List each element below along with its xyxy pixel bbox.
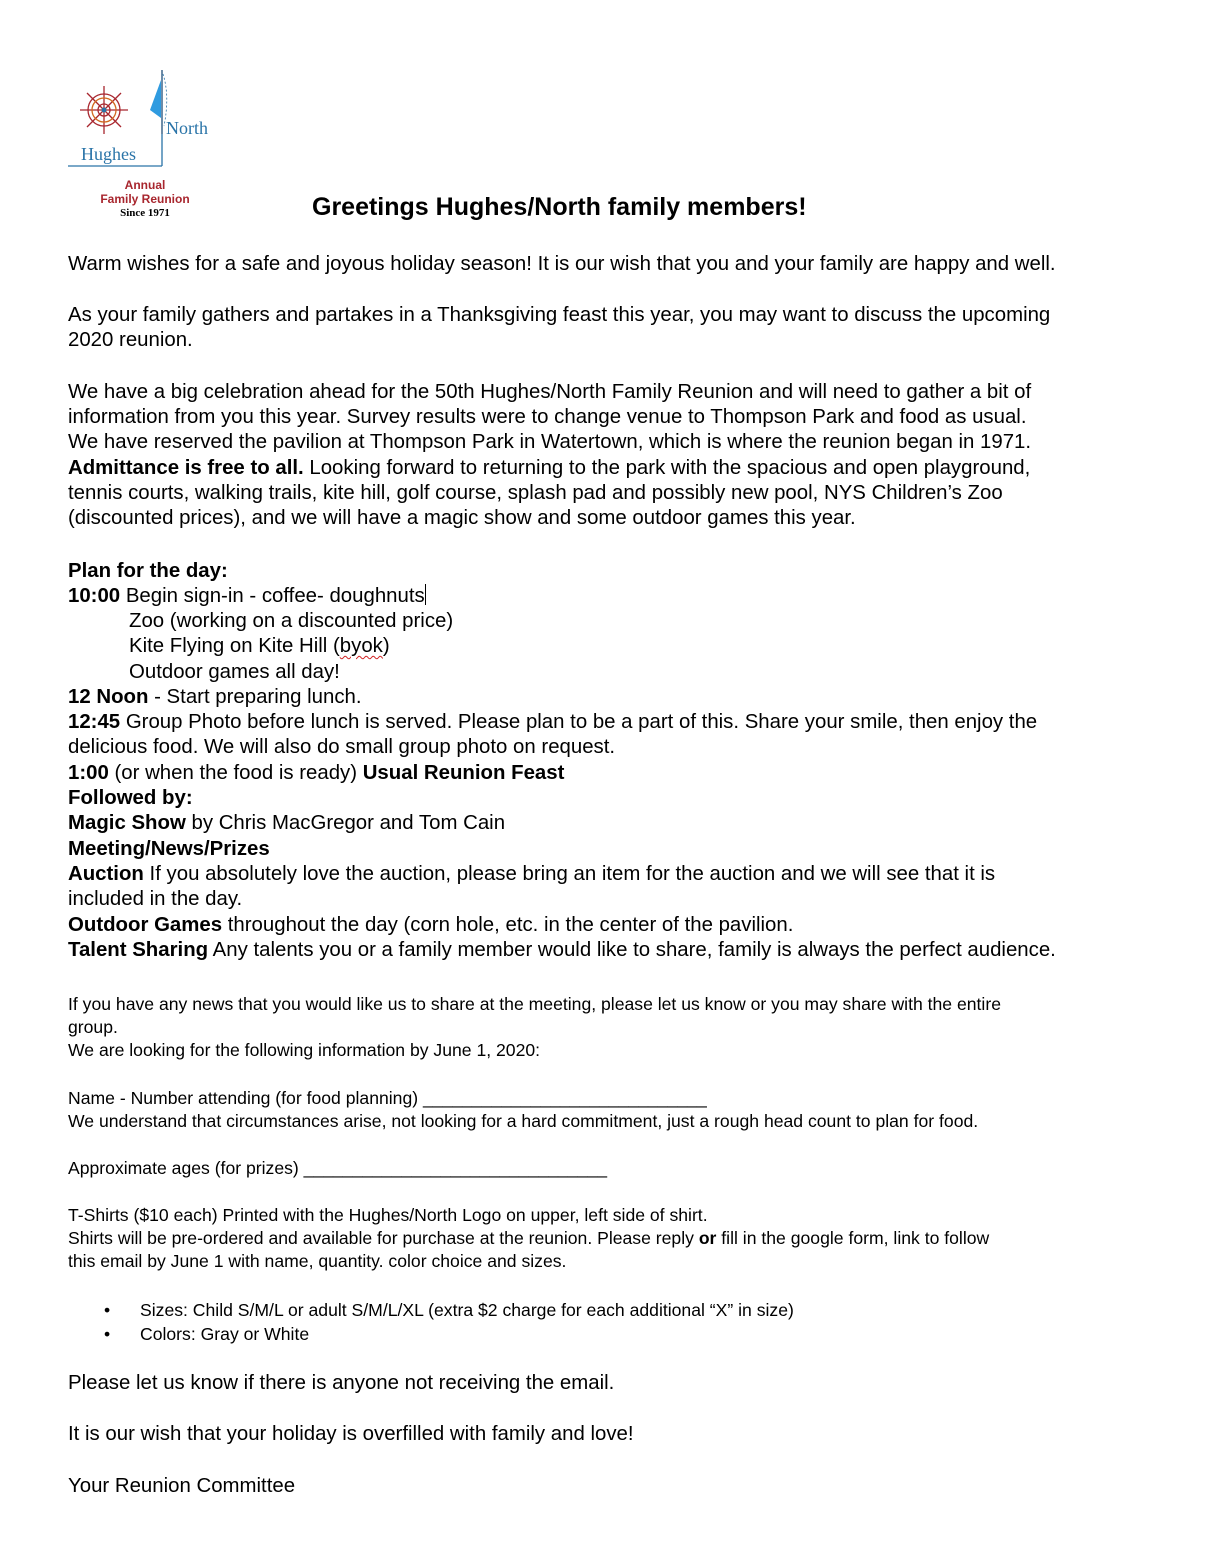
or-bold: or bbox=[698, 1228, 717, 1248]
talent-line bbox=[68, 938, 1056, 963]
bullet-dot: • bbox=[104, 1300, 111, 1320]
outdoor-games-line bbox=[68, 913, 793, 938]
schedule-time: 12:45 bbox=[68, 711, 121, 733]
sailboat-icon bbox=[150, 70, 167, 134]
talent-text: Any talents you or a family member would like to share, family is always the perfect audience. bbox=[208, 939, 1056, 961]
magic-show-bold: Magic Show bbox=[68, 812, 186, 834]
celebration-line-1: We have a big celebration ahead for the 50th Hughes/North Family Reunion and will need to gather a bit of bbox=[68, 381, 1032, 403]
logo-tagline-reunion: Family Reunion bbox=[100, 192, 190, 206]
tshirt-line-2-text-end: fill in the google form, link to follow bbox=[716, 1228, 990, 1248]
auction-line bbox=[68, 862, 995, 887]
headcount-note: We understand that circumstances arise, not looking for a hard commitment, just a rough head count to plan for food. bbox=[68, 1111, 979, 1131]
schedule-text: Group Photo before lunch is served. Please plan to be a part of this. Share your smile, then enjoy the bbox=[120, 711, 1038, 733]
schedule-text: - Start preparing lunch. bbox=[148, 686, 362, 708]
schedule-noon bbox=[68, 685, 362, 710]
tshirt-line-1: T-Shirts ($10 each) Printed with the Hughes/North Logo on upper, left side of shirt. bbox=[68, 1205, 708, 1225]
reunion-logo bbox=[64, 66, 234, 226]
ships-wheel-icon bbox=[80, 86, 128, 134]
sizes-bullet: Sizes: Child S/M/L or adult S/M/L/XL (extra $2 charge for each additional “X” in size) bbox=[140, 1300, 794, 1320]
outdoor-games-bold: Outdoor Games bbox=[68, 914, 223, 936]
admittance-bold: Admittance is free to all. bbox=[68, 457, 304, 479]
schedule-text: (or when the food is ready) bbox=[108, 762, 363, 784]
meeting-line bbox=[68, 837, 270, 862]
logo-tagline-annual: Annual bbox=[124, 178, 166, 192]
schedule-time: 12 Noon bbox=[68, 686, 149, 708]
news-line-1: If you have any news that you would like us to share at the meeting, please let us know or you may share with the entire bbox=[68, 994, 1001, 1014]
schedule-1245 bbox=[68, 710, 1037, 735]
text-cursor bbox=[425, 584, 426, 605]
tshirt-line-3: this email by June 1 with name, quantity. color choice and sizes. bbox=[68, 1251, 567, 1271]
closing-wish: It is our wish that your holiday is overfilled with family and love! bbox=[68, 1423, 634, 1445]
news-line-2: group. bbox=[68, 1017, 118, 1037]
tshirt-line-2 bbox=[68, 1227, 989, 1250]
schedule-sub-zoo: Zoo (working on a discounted price) bbox=[129, 610, 454, 632]
thanksgiving-line-2: 2020 reunion. bbox=[68, 329, 193, 351]
bullet-dot: • bbox=[104, 1324, 111, 1344]
magic-show-text: by Chris MacGregor and Tom Cain bbox=[185, 812, 506, 834]
schedule-text: Begin sign-in - coffee- doughnuts bbox=[120, 585, 425, 607]
outdoor-games-text: throughout the day (corn hole, etc. in the center of the pavilion. bbox=[222, 914, 794, 936]
celebration-line-5: tennis courts, walking trails, kite hill, golf course, splash pad and possibly new pool, NYS Children’s Zoo bbox=[68, 482, 1003, 504]
tshirt-line-2-text: Shirts will be pre-ordered and available for purchase at the reunion. Please reply bbox=[68, 1228, 699, 1248]
kite-text: Kite Flying on Kite Hill ( bbox=[129, 635, 340, 657]
closing-email-note: Please let us know if there is anyone not receiving the email. bbox=[68, 1372, 615, 1394]
auction-bold: Auction bbox=[68, 863, 144, 885]
auction-line-2: included in the day. bbox=[68, 888, 243, 910]
name-number-field: Name - Number attending (for food planning) _____________________________ bbox=[68, 1088, 707, 1108]
meeting-text: Meeting/News/Prizes bbox=[68, 838, 270, 860]
schedule-1000 bbox=[68, 584, 426, 609]
schedule-time: 1:00 bbox=[68, 762, 109, 784]
colors-bullet: Colors: Gray or White bbox=[140, 1324, 310, 1344]
logo-tagline-since: Since 1971 bbox=[120, 207, 170, 219]
logo-word-hughes: Hughes bbox=[81, 144, 136, 164]
feast-bold: Usual Reunion Feast bbox=[362, 762, 565, 784]
news-line-3: We are looking for the following information by June 1, 2020: bbox=[68, 1040, 541, 1060]
talent-bold: Talent Sharing bbox=[68, 939, 209, 961]
celebration-line-3: We have reserved the pavilion at Thompson Park in Watertown, which is where the reunion began in 1971. bbox=[68, 431, 1032, 453]
celebration-line-4 bbox=[68, 456, 1030, 481]
ages-field: Approximate ages (for prizes) _______________________________ bbox=[68, 1158, 607, 1178]
spellcheck-word: byok bbox=[339, 635, 383, 657]
auction-text: If you absolutely love the auction, please bring an item for the auction and we will see that it is bbox=[143, 863, 996, 885]
schedule-sub-kite bbox=[129, 634, 390, 659]
signature: Your Reunion Committee bbox=[68, 1475, 296, 1497]
celebration-line-2: information from you this year. Survey results were to change venue to Thompson Park and food as usual. bbox=[68, 406, 1027, 428]
schedule-1245-line-2: delicious food. We will also do small group photo on request. bbox=[68, 736, 616, 758]
plan-heading bbox=[68, 559, 228, 584]
followed-by bbox=[68, 786, 193, 811]
kite-text-end: ) bbox=[382, 635, 390, 657]
celebration-line-4-text: Looking forward to returning to the park with the spacious and open playground, bbox=[303, 457, 1031, 479]
schedule-time: 10:00 bbox=[68, 585, 121, 607]
greeting-paragraph: Warm wishes for a safe and joyous holiday season! It is our wish that you and your family are happy and well. bbox=[68, 253, 1056, 275]
magic-show-line bbox=[68, 811, 505, 836]
celebration-line-6: (discounted prices), and we will have a magic show and some outdoor games this year. bbox=[68, 507, 856, 529]
followed-by-text: Followed by: bbox=[68, 787, 193, 809]
thanksgiving-line-1: As your family gathers and partakes in a Thanksgiving feast this year, you may want to discuss the upcoming bbox=[68, 304, 1051, 326]
logo-word-north: North bbox=[166, 118, 208, 138]
schedule-sub-games: Outdoor games all day! bbox=[129, 661, 340, 683]
schedule-100 bbox=[68, 761, 564, 786]
plan-heading-text: Plan for the day: bbox=[68, 560, 228, 582]
page-title: Greetings Hughes/North family members! bbox=[312, 193, 807, 221]
